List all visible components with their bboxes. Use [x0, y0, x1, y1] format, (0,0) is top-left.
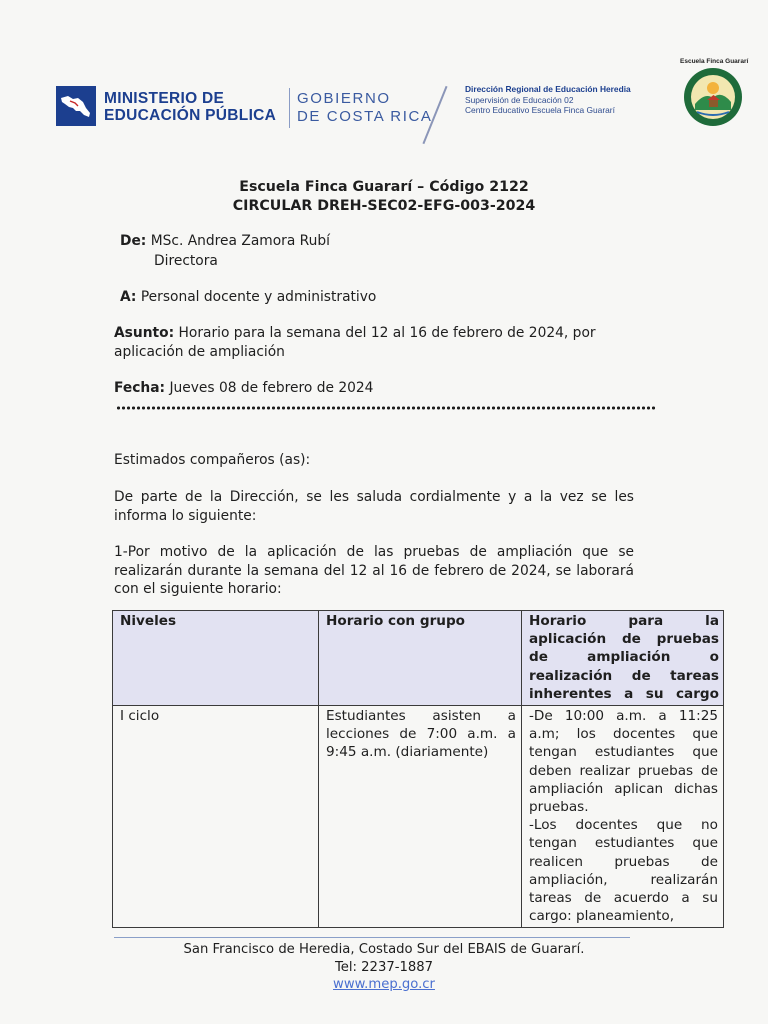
from-name: MSc. Andrea Zamora Rubí — [150, 233, 330, 249]
subject-text: Horario para la semana del 12 al 16 de febrero de 2024, por — [178, 325, 596, 341]
circular-code: CIRCULAR DREH-SEC02-EFG-003-2024 — [232, 198, 536, 214]
header-levels: Niveles — [113, 611, 319, 706]
ministry-line1: MINISTERIO DE — [104, 90, 225, 107]
date-line — [114, 379, 373, 397]
regional-direction — [465, 84, 631, 116]
regional-title: Dirección Regional de Educación Heredia — [465, 84, 631, 94]
to-value: Personal docente y administrativo — [140, 289, 377, 305]
table-header-row — [113, 611, 724, 706]
greeting: Estimados compañeros (as): — [114, 452, 311, 468]
gov-line2: DE COSTA RICA — [297, 108, 433, 125]
school-seal-emblem-icon — [683, 66, 743, 128]
cell-group-schedule: Estudiantes asisten a lecciones de 7:00 a.m. a 9:45 a.m. (diariamente) — [319, 706, 522, 928]
supervision-line: Supervisión de Educación 02 — [465, 94, 574, 105]
subject-line — [114, 324, 596, 342]
footer-address: San Francisco de Heredia, Costado Sur del EBAIS de Guararí. — [183, 942, 585, 957]
point-one-paragraph: 1-Por motivo de la aplicación de las pruebas de ampliación que se realizarán durante la semana del 12 al 16 de febrero de 2024, se laborará con el siguiente horario: — [114, 544, 634, 598]
from-role: Directora — [154, 253, 218, 269]
ministry-line2: EDUCACIÓN PÚBLICA — [104, 107, 277, 124]
costa-rica-map-icon — [56, 86, 96, 126]
to-label: A: — [120, 289, 137, 305]
task-paragraph-2: -Los docentes que no tengan estudiantes que realicen pruebas de ampliación, realizarán tareas de acuerdo a su cargo: planeamiento, — [529, 817, 718, 925]
date-label: Fecha: — [114, 380, 166, 396]
intro-paragraph: De parte de la Dirección, se les saluda cordialmente y a la vez se les informa lo siguiente: — [114, 489, 634, 524]
footer-phone: Tel: 2237-1887 — [334, 960, 434, 975]
cell-task-schedule — [522, 706, 724, 928]
header-group-schedule: Horario con grupo — [319, 611, 522, 706]
seal-label: Escuela Finca Guararí — [680, 58, 749, 65]
schedule-table — [112, 610, 724, 928]
school-seal — [680, 58, 749, 128]
from-line — [120, 232, 330, 250]
dotted-separator — [116, 404, 656, 412]
from-label: De: — [120, 233, 147, 249]
ministry-name — [104, 90, 276, 124]
header-divider — [289, 88, 290, 128]
footer-rule — [114, 937, 630, 938]
school-line: Centro Educativo Escuela Finca Guararí — [465, 105, 615, 115]
table-row — [113, 706, 724, 928]
document-title-line1: Escuela Finca Guararí – Código 2122 — [239, 179, 529, 195]
to-line — [120, 288, 376, 306]
subject-text-continued: aplicación de ampliación — [114, 344, 285, 360]
date-value: Jueves 08 de febrero de 2024 — [169, 380, 374, 396]
footer-website-link[interactable]: www.mep.go.cr — [333, 977, 435, 992]
gov-line1: GOBIERNO — [297, 90, 391, 107]
government-name — [297, 90, 433, 126]
header-task-schedule: Horario para la aplicación de pruebas de ampliación o realización de tareas inherentes a su cargo — [522, 611, 724, 706]
subject-label: Asunto: — [114, 325, 175, 341]
task-paragraph-1: -De 10:00 a.m. a 11:25 a.m; los docentes que tengan estudiantes que deben realizar pruebas de ampliación aplican dichas pruebas. — [529, 708, 718, 816]
cell-level: I ciclo — [113, 706, 319, 928]
mep-logo — [56, 86, 288, 130]
